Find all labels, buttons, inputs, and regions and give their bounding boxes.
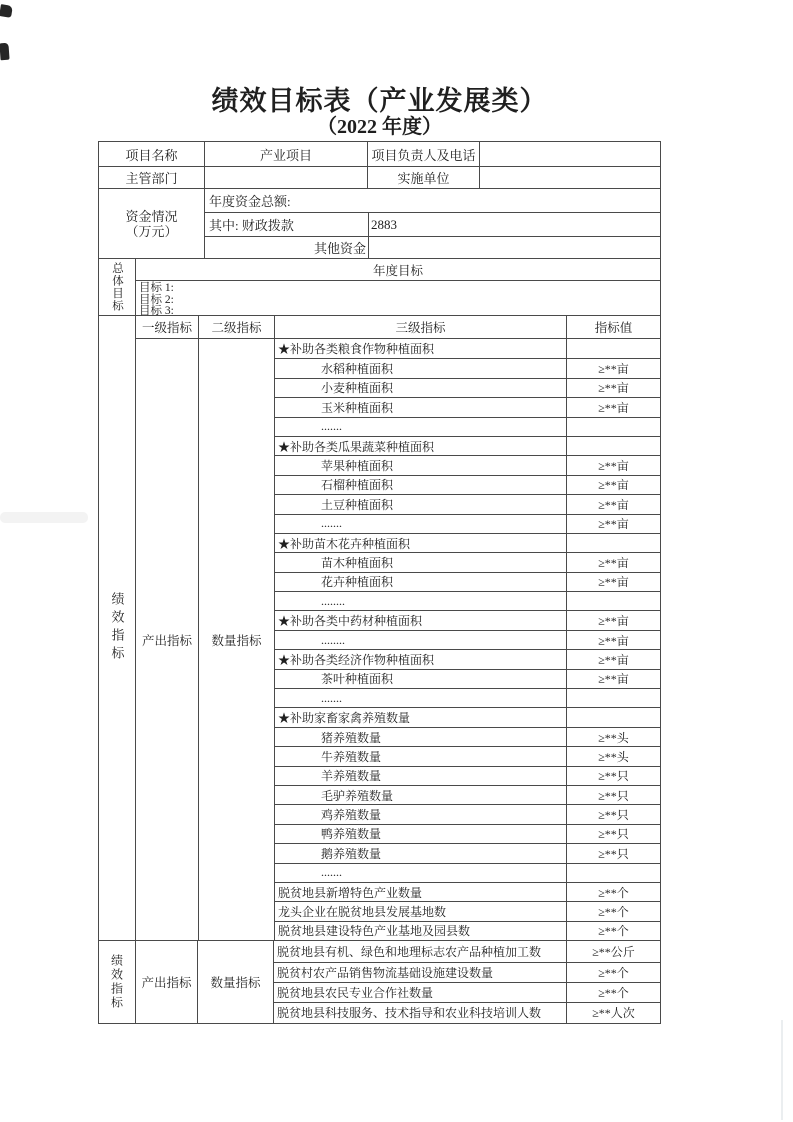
overall-goal-section: [99, 258, 660, 315]
level3-indicator-label: 苹果种植面积: [321, 459, 394, 474]
annual-goal-header: 年度目标: [372, 263, 423, 278]
annual-funding-total: 年度资金总额:: [209, 194, 291, 209]
indicator-row: [275, 901, 660, 920]
indicator-row: [275, 727, 660, 746]
document-subtitle: （2022 年度）: [317, 116, 442, 138]
performance-section-1: [99, 315, 660, 940]
indicator-value: ≥**亩: [566, 398, 660, 416]
department-label: 主管部门: [125, 171, 178, 186]
indicator-value: ≥**亩: [566, 495, 660, 513]
indicator-value: ≥**公斤: [566, 941, 660, 961]
level3-rows: [274, 339, 660, 940]
level3-indicator-label: .......: [321, 516, 342, 531]
indicator-row: [275, 397, 660, 416]
level3-indicator-label: ★补助各类经济作物种植面积: [278, 652, 435, 667]
indicator-value: [566, 534, 660, 552]
indicator-value: [566, 708, 660, 726]
indicator-row: [275, 572, 660, 591]
fiscal-allocation-value: 2883: [368, 213, 660, 236]
level3-indicator-label: .......: [321, 419, 342, 434]
level2-indicator-label-2: 产出指标: [135, 941, 197, 1023]
project-name-row: [99, 142, 660, 166]
indicator-row: [275, 610, 660, 629]
indicator-row: [275, 688, 660, 707]
indicator-row: [275, 804, 660, 823]
level3-indicator-label: 苗木种植面积: [321, 555, 394, 570]
scan-artifact: [0, 43, 10, 61]
funding-section: [99, 188, 660, 258]
other-funds-label: 其他资金: [313, 241, 366, 256]
indicator-row: [275, 494, 660, 513]
indicator-row: [275, 591, 660, 610]
indicator-row: [274, 1002, 660, 1022]
overall-goal-label: 总体目标: [111, 262, 123, 312]
project-leader-label: 项目负责人及电话: [367, 142, 479, 166]
indicator-value: ≥**只: [566, 767, 660, 785]
indicator-value: ≥**亩: [566, 611, 660, 629]
level3-indicator-label: 鸡养殖数量: [321, 808, 382, 823]
indicator-value: ≥**只: [566, 805, 660, 823]
department-value: [204, 167, 367, 188]
level3-indicator-label: 牛养殖数量: [321, 749, 382, 764]
indicator-value: ≥**亩: [566, 573, 660, 591]
indicator-value: [566, 864, 660, 882]
funding-label-line1: 资金情况: [125, 208, 178, 224]
level3-indicator-label: 脱贫地县科技服务、技术指导和农业科技培训人数: [277, 1006, 542, 1021]
indicator-row: [275, 436, 660, 455]
level3-indicator-label: 猪养殖数量: [321, 730, 382, 745]
level3-indicator-label: ........: [321, 593, 345, 608]
indicator-value: ≥**亩: [566, 476, 660, 494]
level3-indicator-label: .......: [321, 865, 342, 880]
indicator-row: [275, 649, 660, 668]
implementing-unit-label: 实施单位: [367, 167, 479, 188]
level3-indicator-label: 脱贫地县新增特色产业数量: [278, 885, 423, 900]
header-level3: 三级指标: [274, 316, 566, 338]
indicator-value: ≥**头: [566, 747, 660, 765]
indicator-row: [275, 669, 660, 688]
indicator-row: [275, 921, 660, 940]
indicator-row: [275, 630, 660, 649]
level1-indicator-label-2: 绩效指标: [109, 953, 124, 1010]
level3-indicator-label: ★补助各类中药材种植面积: [278, 614, 423, 629]
level3-indicator-label: ★补助苗木花卉种植面积: [278, 536, 411, 551]
other-funds-value: [368, 237, 660, 258]
indicator-value: ≥**亩: [566, 670, 660, 688]
indicator-value: ≥**个: [566, 963, 660, 982]
funding-label-line2: （万元）: [125, 223, 178, 239]
indicator-row: [275, 766, 660, 785]
level3-indicator-label: ........: [321, 632, 345, 647]
level3-indicator-label: ★补助各类瓜果蔬菜种植面积: [278, 439, 435, 454]
indicator-row: [275, 455, 660, 474]
indicator-row: [275, 475, 660, 494]
indicator-header-row: [136, 316, 660, 338]
performance-section-2: [99, 940, 660, 1023]
level3-indicator-label: .......: [321, 690, 342, 705]
level3-indicator-label: 龙头企业在脱贫地县发展基地数: [278, 905, 447, 920]
indicator-value: ≥**亩: [566, 359, 660, 377]
goal-line: 目标 1:: [139, 282, 174, 294]
level3-indicator-label: 小麦种植面积: [321, 381, 394, 396]
indicator-value: [566, 339, 660, 358]
indicator-row: [275, 843, 660, 862]
level3-indicator-label: 脱贫村农产品销售物流基础设施建设数量: [277, 965, 494, 980]
goal-line: 目标 2:: [139, 293, 174, 306]
indicator-row: [275, 552, 660, 571]
fiscal-allocation-row: [205, 212, 660, 236]
indicator-row: [274, 941, 660, 961]
indicator-row: [275, 882, 660, 901]
indicator-value: [566, 418, 660, 436]
level3-category-label: 数量指标: [198, 339, 274, 940]
indicator-row: [275, 746, 660, 765]
indicator-value: [566, 689, 660, 707]
level3-indicator-label: 土豆种植面积: [321, 497, 394, 512]
level3-rows-2: [273, 941, 660, 1023]
indicator-value: ≥**只: [566, 825, 660, 843]
level3-indicator-label: 鸭养殖数量: [321, 827, 382, 842]
fiscal-allocation-label: 其中: 财政拨款: [209, 218, 294, 233]
performance-target-table: [98, 141, 661, 1024]
indicator-row: [275, 824, 660, 843]
level2-indicator-label: 产出指标: [141, 633, 192, 648]
indicator-value: ≥**头: [566, 728, 660, 746]
level3-indicator-label: 石榴种植面积: [321, 478, 394, 493]
indicator-value: ≥**亩: [566, 650, 660, 668]
level3-indicator-label: 脱贫地县农民专业合作社数量: [277, 986, 434, 1001]
indicator-value: ≥**个: [566, 983, 660, 1002]
level3-category-label-2: 数量指标: [197, 941, 273, 1023]
header-indicator-value: 指标值: [566, 316, 660, 338]
indicator-row: [275, 533, 660, 552]
level3-indicator-label: 羊养殖数量: [321, 769, 382, 784]
level3-indicator-label: ★补助家畜家禽养殖数量: [278, 711, 411, 726]
indicator-value: ≥**只: [566, 786, 660, 804]
project-leader-value: [479, 142, 660, 166]
indicator-value: ≥**个: [566, 883, 660, 901]
indicator-row: [275, 514, 660, 533]
scan-artifact: [0, 4, 13, 18]
indicator-row: [275, 417, 660, 436]
document-title: 绩效目标表（产业发展类）: [211, 86, 548, 116]
funding-label: [99, 189, 204, 258]
indicator-row: [274, 982, 660, 1002]
level3-indicator-label: 毛驴养殖数量: [321, 788, 394, 803]
level3-indicator-label: 花卉种植面积: [321, 575, 394, 590]
header-level2: 二级指标: [198, 316, 274, 338]
level3-indicator-label: ★补助各类粮食作物种植面积: [278, 342, 435, 357]
level3-indicator-label: 玉米种植面积: [321, 400, 394, 415]
implementing-unit-value: [479, 167, 660, 188]
indicator-value: ≥**亩: [566, 379, 660, 397]
header-level1: 一级指标: [141, 321, 192, 335]
annual-goals: [136, 280, 660, 315]
goal-line: 目标 3:: [139, 305, 174, 317]
scan-edge-shadow: [781, 1020, 783, 1120]
level3-indicator-label: 脱贫地县有机、绿色和地理标志农产品种植加工数: [277, 944, 542, 959]
level3-indicator-label: 脱贫地县建设特色产业基地及园县数: [278, 924, 471, 939]
level3-indicator-label: 茶叶种植面积: [321, 672, 394, 687]
indicator-row: [275, 378, 660, 397]
indicator-value: ≥**亩: [566, 515, 660, 533]
indicator-row: [275, 358, 660, 377]
indicator-row: [275, 863, 660, 882]
project-name-value: 产业项目: [204, 142, 367, 166]
indicator-value: ≥**个: [566, 922, 660, 940]
scan-smudge: [0, 512, 88, 523]
project-name-label: 项目名称: [125, 147, 178, 163]
other-funds-row: [205, 236, 660, 258]
indicator-value: ≥**亩: [566, 631, 660, 649]
indicator-value: ≥**亩: [566, 456, 660, 474]
indicator-body: [136, 338, 660, 940]
indicator-value: ≥**只: [566, 844, 660, 862]
indicator-value: [566, 437, 660, 455]
indicator-row: [275, 339, 660, 358]
indicator-value: ≥**人次: [566, 1003, 660, 1022]
level3-indicator-label: 鹅养殖数量: [321, 846, 382, 861]
indicator-row: [275, 785, 660, 804]
indicator-row: [274, 962, 660, 982]
indicator-value: ≥**个: [566, 902, 660, 920]
indicator-row: [275, 707, 660, 726]
level3-indicator-label: 水稻种植面积: [321, 362, 394, 377]
indicator-value: ≥**亩: [566, 553, 660, 571]
indicator-value: [566, 592, 660, 610]
level1-indicator-label: 绩效指标: [109, 592, 125, 665]
department-row: [99, 166, 660, 188]
